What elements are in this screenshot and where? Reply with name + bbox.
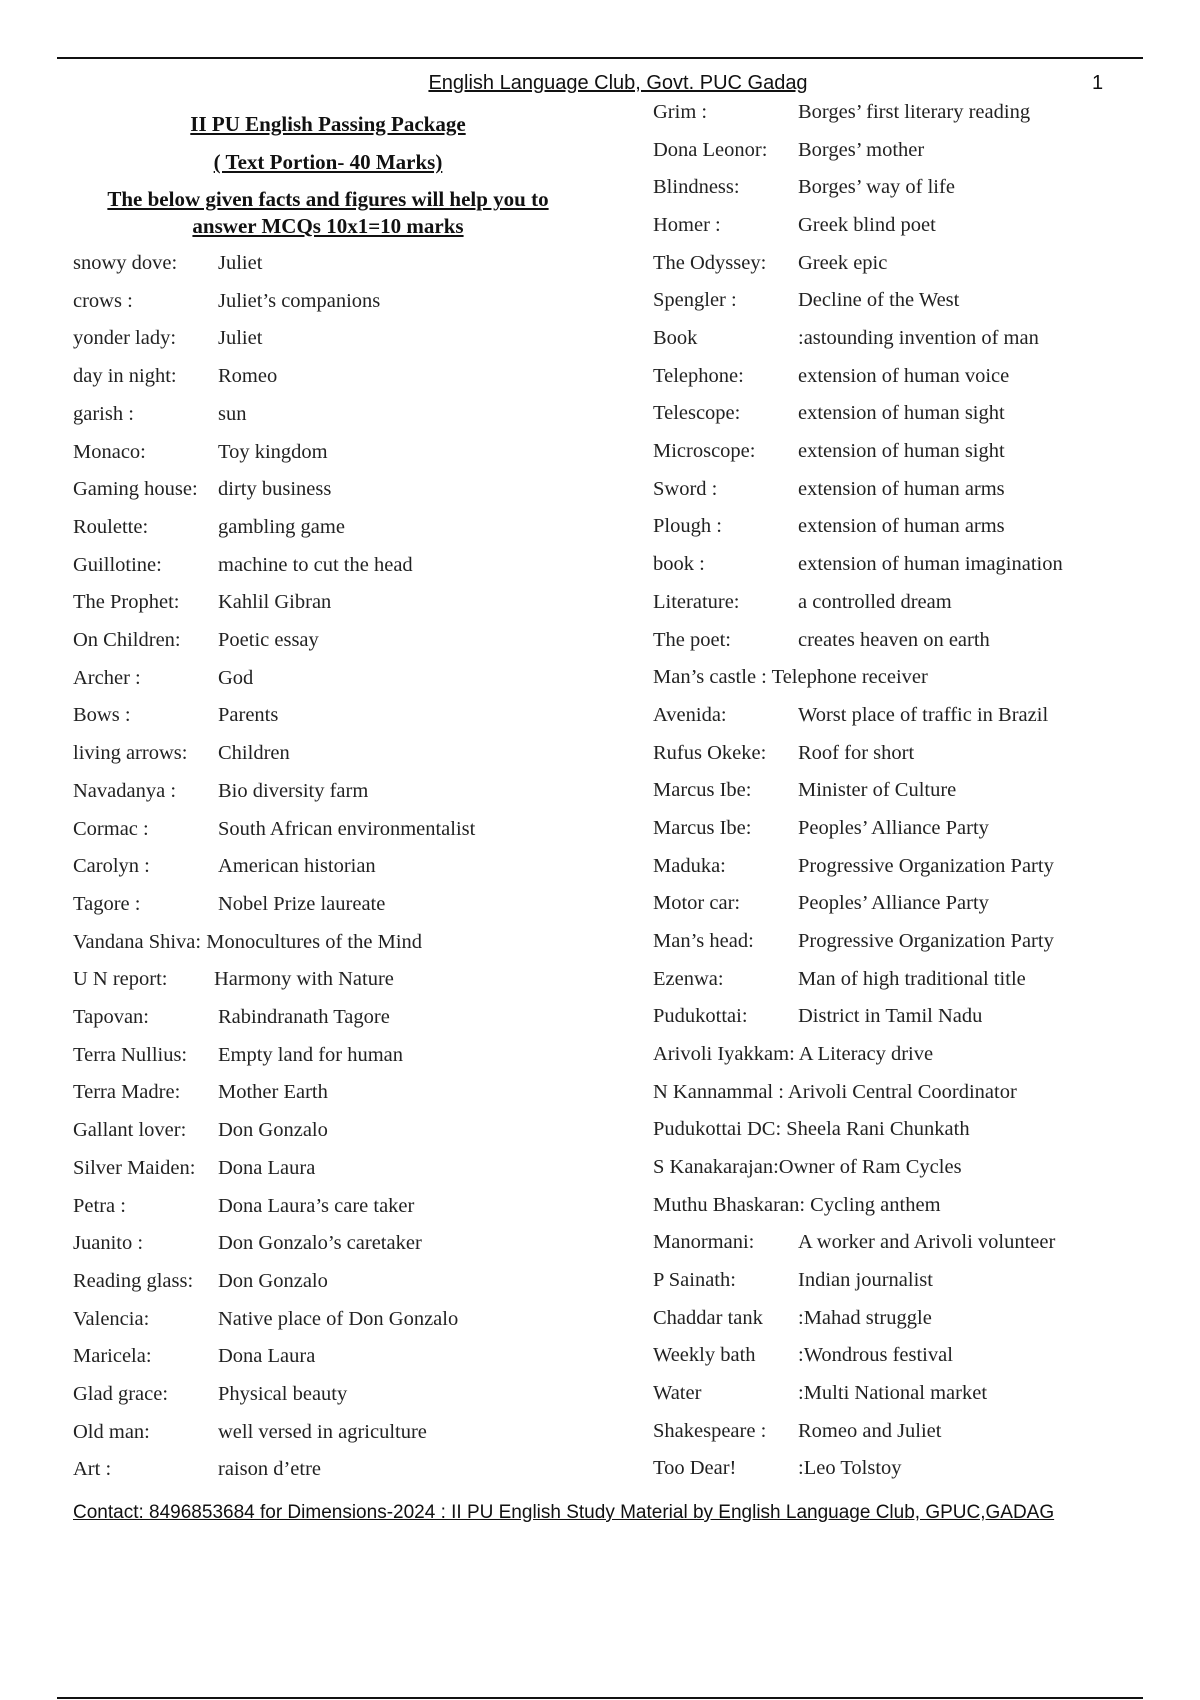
glossary-term: Motor car:: [653, 892, 741, 915]
glossary-definition: Peoples’ Alliance Party: [798, 816, 989, 839]
glossary-definition: Borges’ mother: [798, 138, 925, 161]
glossary-definition: Kahlil Gibran: [218, 591, 332, 614]
glossary-definition: Borges’ way of life: [798, 176, 955, 199]
glossary-definition: :Wondrous festival: [798, 1344, 953, 1367]
glossary-definition: extension of human sight: [798, 440, 1005, 463]
glossary-definition: Greek epic: [798, 251, 888, 274]
glossary-definition: Progressive Organization Party: [798, 929, 1054, 952]
glossary-term: Pudukottai:: [653, 1005, 748, 1028]
glossary-definition: extension of human imagination: [798, 553, 1063, 576]
glossary-definition: Physical beauty: [218, 1383, 348, 1405]
glossary-term: Grim :: [653, 101, 708, 123]
glossary-definition: Juliet: [218, 252, 263, 274]
glossary-term: The Prophet:: [73, 591, 180, 614]
glossary-term: Valencia:: [73, 1307, 150, 1330]
glossary-definition: Don Gonzalo: [218, 1269, 328, 1292]
glossary-definition: well versed in agriculture: [218, 1420, 427, 1443]
glossary-term: Marcus Ibe:: [653, 779, 752, 802]
glossary-definition: South African environmentalist: [218, 817, 476, 840]
glossary-term: On Children:: [73, 629, 181, 651]
glossary-term: Bows :: [73, 704, 131, 727]
glossary-entry: S Kanakarajan:Owner of Ram Cycles: [653, 1156, 962, 1179]
glossary-definition: Toy kingdom: [218, 440, 328, 463]
club-header: English Language Club, Govt. PUC Gadag: [428, 72, 808, 94]
glossary-term: U N report:: [73, 968, 168, 991]
glossary-term: Avenida:: [653, 703, 727, 726]
glossary-term: Ezenwa:: [653, 967, 724, 990]
glossary-term: Shakespeare :: [653, 1419, 767, 1442]
glossary-term: P Sainath:: [653, 1269, 736, 1292]
glossary-definition: Minister of Culture: [798, 779, 957, 802]
glossary-definition: Native place of Don Gonzalo: [218, 1307, 459, 1330]
glossary-term: Homer :: [653, 214, 721, 237]
glossary-term: Silver Maiden:: [73, 1156, 196, 1179]
glossary-definition: extension of human arms: [798, 477, 1005, 500]
glossary-term: Carolyn :: [73, 855, 150, 878]
glossary-term: Dona Leonor:: [653, 138, 768, 161]
title-line-2: ( Text Portion- 40 Marks): [213, 150, 443, 174]
glossary-term: crows :: [73, 289, 133, 312]
glossary-definition: American historian: [218, 855, 376, 878]
glossary-term: Terra Nullius:: [73, 1043, 188, 1066]
glossary-term: Reading glass:: [73, 1269, 194, 1292]
glossary-definition: extension of human arms: [798, 515, 1005, 538]
glossary-definition: Romeo and Juliet: [798, 1419, 942, 1442]
glossary-term: Guillotine:: [73, 553, 162, 576]
glossary-definition: Peoples’ Alliance Party: [798, 892, 989, 915]
glossary-term: Telescope:: [653, 402, 741, 425]
glossary-term: Blindness:: [653, 176, 740, 199]
glossary-definition: Man of high traditional title: [798, 967, 1026, 990]
glossary-term: The Odyssey:: [653, 251, 767, 274]
glossary-definition: Parents: [218, 704, 279, 727]
glossary-term: Navadanya :: [73, 779, 177, 802]
glossary-term: Sword :: [653, 477, 718, 500]
glossary-entry: Vandana Shiva: Monocultures of the Mind: [73, 930, 423, 953]
glossary-definition: Dona Laura: [218, 1345, 316, 1368]
glossary-term: yonder lady:: [73, 327, 177, 350]
glossary-term: Plough :: [653, 515, 722, 538]
glossary-definition: extension of human sight: [798, 402, 1005, 425]
page-number: 1: [1092, 72, 1104, 94]
glossary-term: Juanito :: [73, 1232, 144, 1255]
title-line-3: The below given facts and figures will help you to: [107, 187, 549, 211]
glossary-term: Tagore :: [73, 892, 141, 915]
glossary-definition: Juliet: [218, 327, 263, 350]
glossary-entry: Pudukottai DC: Sheela Rani Chunkath: [653, 1118, 970, 1141]
glossary-definition: Harmony with Nature: [214, 968, 394, 991]
glossary-definition: Poetic essay: [218, 629, 319, 651]
glossary-term: Maduka:: [653, 854, 726, 877]
glossary-term: The poet:: [653, 628, 731, 651]
glossary-term: Cormac :: [73, 817, 149, 840]
glossary-entry: Man’s castle : Telephone receiver: [653, 666, 928, 689]
glossary-term: Art :: [73, 1458, 112, 1481]
glossary-definition: Don Gonzalo’s caretaker: [218, 1232, 422, 1255]
glossary-term: Glad grace:: [73, 1383, 169, 1405]
glossary-term: day in night:: [73, 365, 177, 388]
glossary-term: garish :: [73, 402, 134, 425]
glossary-term: Too Dear!: [653, 1457, 737, 1480]
glossary-definition: :astounding invention of man: [798, 327, 1039, 350]
glossary-term: Literature:: [653, 590, 740, 613]
glossary-entry: Muthu Bhaskaran: Cycling anthem: [653, 1193, 941, 1216]
glossary-definition: District in Tamil Nadu: [798, 1005, 983, 1028]
glossary-term: Monaco:: [73, 440, 146, 463]
glossary-entry: Arivoli Iyakkam: A Literacy drive: [653, 1043, 934, 1065]
glossary-term: Old man:: [73, 1420, 150, 1443]
glossary-definition: Indian journalist: [798, 1269, 933, 1292]
glossary-definition: :Multi National market: [798, 1382, 988, 1405]
glossary-term: Chaddar tank: [653, 1306, 763, 1329]
glossary-definition: :Leo Tolstoy: [798, 1457, 902, 1480]
glossary-definition: Rabindranath Tagore: [218, 1006, 390, 1028]
glossary-definition: creates heaven on earth: [798, 628, 990, 651]
glossary-definition: a controlled dream: [798, 590, 952, 613]
glossary-definition: dirty business: [218, 478, 332, 501]
title-line-1: II PU English Passing Package: [190, 112, 466, 136]
glossary-term: Man’s head:: [653, 929, 754, 952]
glossary-definition: Dona Laura’s care taker: [218, 1194, 415, 1217]
glossary-entry: N Kannammal : Arivoli Central Coordinator: [653, 1080, 1017, 1103]
glossary-term: snowy dove:: [73, 252, 178, 274]
glossary-term: Petra :: [73, 1194, 126, 1217]
glossary-definition: gambling game: [218, 515, 345, 538]
glossary-definition: extension of human voice: [798, 364, 1010, 387]
glossary-term: Roulette:: [73, 515, 149, 538]
glossary-definition: A worker and Arivoli volunteer: [798, 1231, 1056, 1254]
glossary-definition: Decline of the West: [798, 289, 960, 312]
glossary-definition: Nobel Prize laureate: [218, 892, 386, 915]
glossary-definition: machine to cut the head: [218, 553, 413, 576]
glossary-definition: Empty land for human: [218, 1043, 404, 1066]
glossary-definition: Borges’ first literary reading: [798, 101, 1031, 123]
title-line-4: answer MCQs 10x1=10 marks: [192, 214, 464, 238]
glossary-term: Manormani:: [653, 1231, 755, 1254]
glossary-term: living arrows:: [73, 742, 188, 765]
glossary-definition: Mother Earth: [218, 1081, 328, 1104]
glossary-term: Microscope:: [653, 440, 756, 463]
glossary-definition: Dona Laura: [218, 1156, 316, 1179]
glossary-definition: :Mahad struggle: [798, 1306, 932, 1329]
top-rule: [57, 57, 1143, 59]
glossary-term: Book: [653, 327, 698, 350]
glossary-term: Maricela:: [73, 1345, 152, 1368]
glossary-definition: Greek blind poet: [798, 214, 936, 237]
glossary-definition: Don Gonzalo: [218, 1119, 328, 1142]
glossary-definition: Roof for short: [798, 741, 915, 764]
glossary-term: Rufus Okeke:: [653, 741, 767, 764]
footer-contact: Contact: 8496853684 for Dimensions-2024 : II PU English Study Material by English Language Club, GPUC,GADAG: [73, 1502, 1055, 1523]
glossary-term: book :: [653, 553, 705, 576]
glossary-term: Spengler :: [653, 289, 737, 312]
glossary-term: Archer :: [73, 666, 141, 689]
glossary-term: Weekly bath: [653, 1344, 756, 1367]
glossary-term: Gallant lover:: [73, 1119, 187, 1142]
glossary-term: Marcus Ibe:: [653, 816, 752, 839]
glossary-definition: Children: [218, 742, 290, 765]
glossary-definition: raison d’etre: [218, 1458, 322, 1481]
glossary-term: Water: [653, 1382, 702, 1405]
glossary-term: Tapovan:: [73, 1006, 149, 1028]
glossary-definition: sun: [218, 402, 247, 425]
glossary-definition: Juliet’s companions: [218, 289, 381, 312]
glossary-definition: Progressive Organization Party: [798, 854, 1054, 877]
glossary-definition: God: [218, 666, 254, 689]
glossary-definition: Worst place of traffic in Brazil: [798, 703, 1049, 726]
bottom-rule: [57, 1697, 1143, 1699]
glossary-definition: Romeo: [218, 365, 278, 388]
glossary-term: Telephone:: [653, 364, 744, 387]
glossary-definition: Bio diversity farm: [218, 779, 369, 802]
glossary-term: Gaming house:: [73, 478, 198, 501]
glossary-term: Terra Madre:: [73, 1081, 181, 1104]
